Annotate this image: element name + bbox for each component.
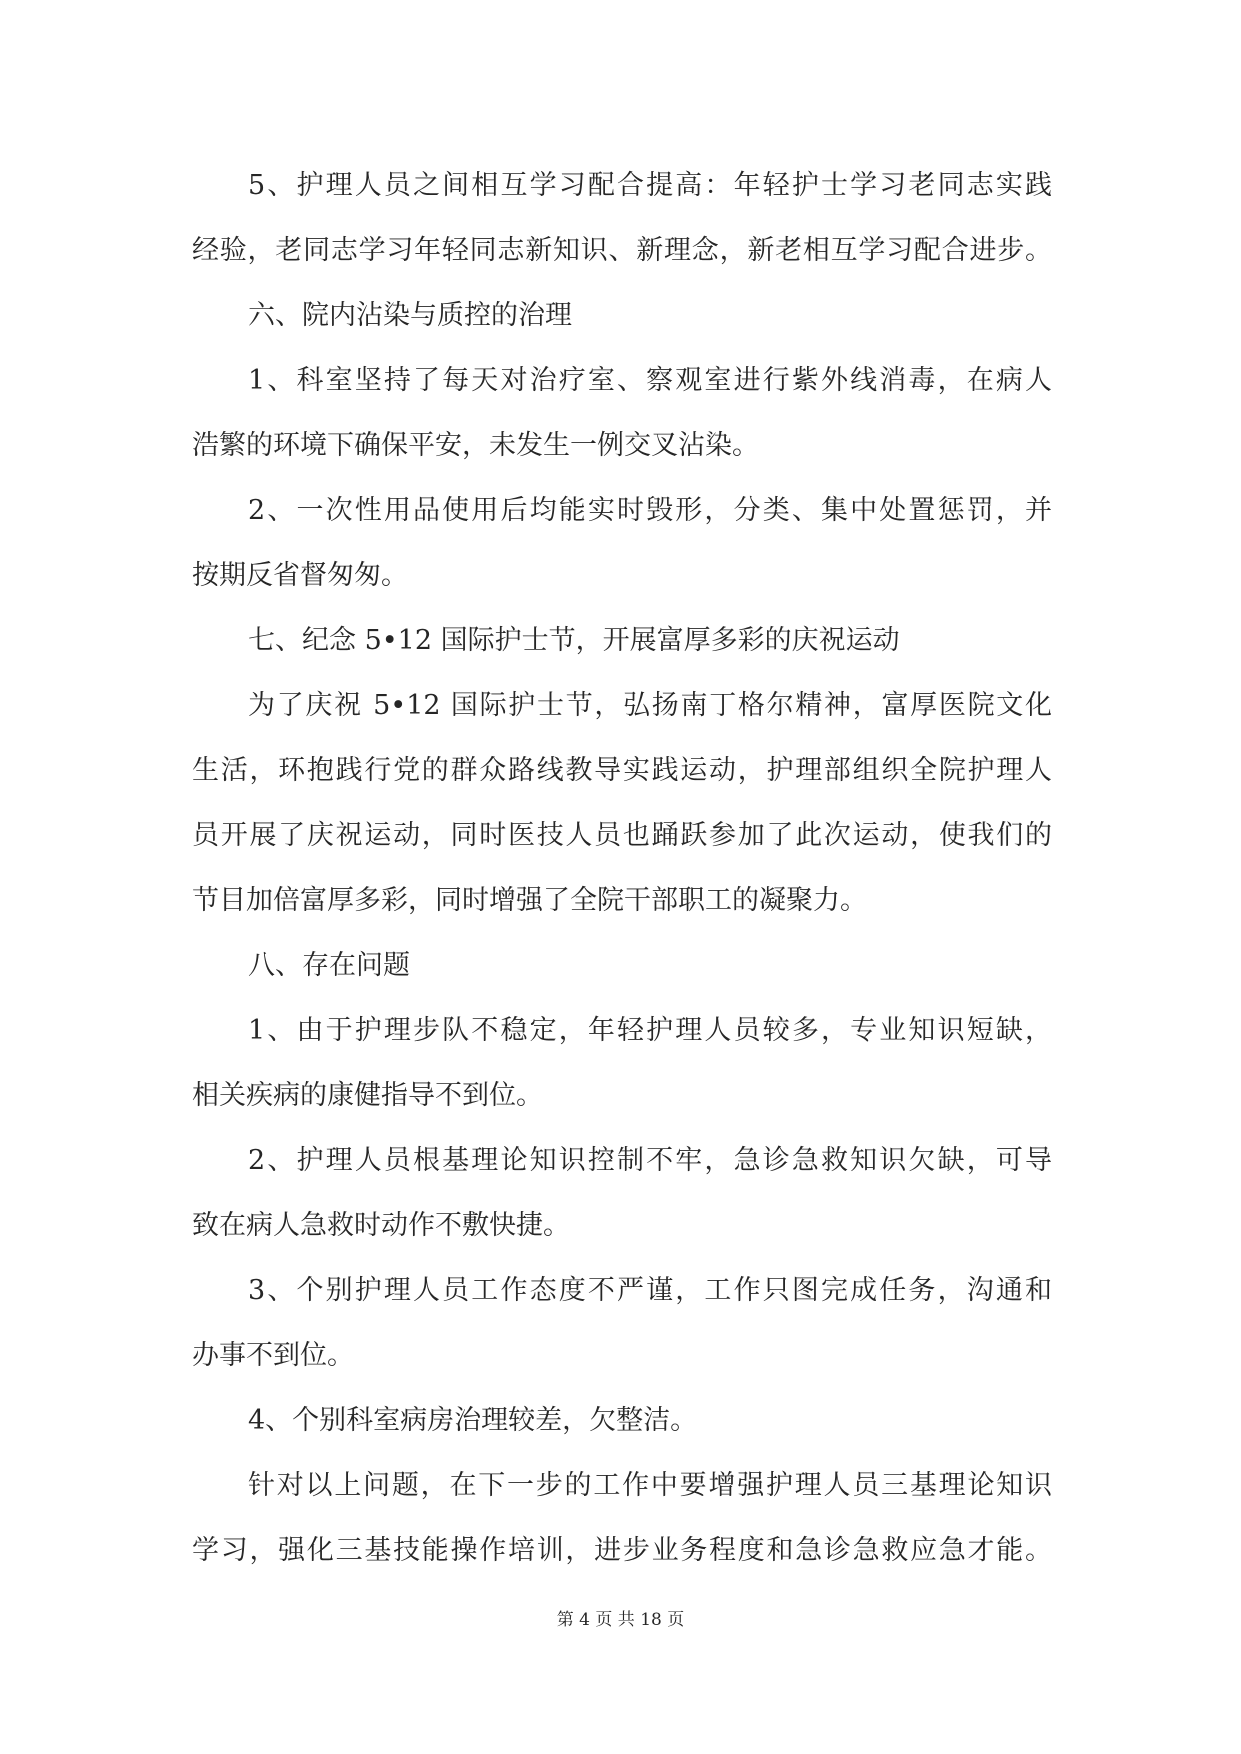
text-line: 相关疾病的康健指导不到位。 [192, 1080, 543, 1111]
paragraph [192, 478, 1052, 608]
text-line: 节目加倍富厚多彩，同时增强了全院干部职工的凝聚力。 [192, 885, 867, 916]
text-line: 5、护理人员之间相互学习配合提高：年轻护士学习老同志实践 [248, 170, 1052, 201]
text-line: 员开展了庆祝运动，同时医技人员也踊跃参加了此次运动，使我们的 [192, 820, 1052, 851]
section-heading [192, 283, 1052, 348]
text-line: 2、护理人员根基理论知识控制不牢，急诊急救知识欠缺，可导 [248, 1145, 1052, 1176]
text-line: 八、存在问题 [248, 950, 410, 981]
text-line: 七、纪念 5•12 国际护士节，开展富厚多彩的庆祝运动 [248, 625, 900, 656]
text-line: 1、由于护理步队不稳定，年轻护理人员较多，专业知识短缺， [248, 1015, 1052, 1046]
paragraph [192, 1388, 1052, 1453]
paragraph [192, 153, 1052, 283]
paragraph [192, 348, 1052, 478]
text-line: 3、个别护理人员工作态度不严谨，工作只图完成任务，沟通和 [248, 1275, 1052, 1306]
text-line: 生活，环抱践行党的群众路线教导实践运动，护理部组织全院护理人 [192, 755, 1052, 786]
document-body [192, 153, 1052, 1583]
text-line: 4、个别科室病房治理较差，欠整洁。 [248, 1405, 698, 1436]
text-line: 按期反省督匆匆。 [192, 560, 408, 591]
text-line: 为了庆祝 5•12 国际护士节，弘扬南丁格尔精神，富厚医院文化 [248, 690, 1052, 721]
paragraph [192, 1128, 1052, 1258]
section-heading [192, 608, 1052, 673]
text-line: 办事不到位。 [192, 1340, 354, 1371]
text-line: 2、一次性用品使用后均能实时毁形，分类、集中处置惩罚，并 [248, 495, 1052, 526]
paragraph [192, 1453, 1052, 1583]
paragraph [192, 998, 1052, 1128]
paragraph [192, 1258, 1052, 1388]
text-line: 学习，强化三基技能操作培训，进步业务程度和急诊急救应急才能。 [192, 1535, 1052, 1566]
text-line: 经验，老同志学习年轻同志新知识、新理念，新老相互学习配合进步。 [192, 235, 1052, 266]
text-line: 针对以上问题，在下一步的工作中要增强护理人员三基理论知识 [248, 1470, 1052, 1501]
text-line: 1、科室坚持了每天对治疗室、察观室进行紫外线消毒，在病人 [248, 365, 1052, 396]
text-line: 致在病人急救时动作不敷快捷。 [192, 1210, 570, 1241]
section-heading [192, 933, 1052, 998]
page-number-footer: 第 4 页 共 18 页 [556, 1610, 685, 1630]
paragraph [192, 673, 1052, 933]
text-line: 浩繁的环境下确保平安，未发生一例交叉沾染。 [192, 430, 759, 461]
text-line: 六、院内沾染与质控的治理 [248, 300, 572, 331]
